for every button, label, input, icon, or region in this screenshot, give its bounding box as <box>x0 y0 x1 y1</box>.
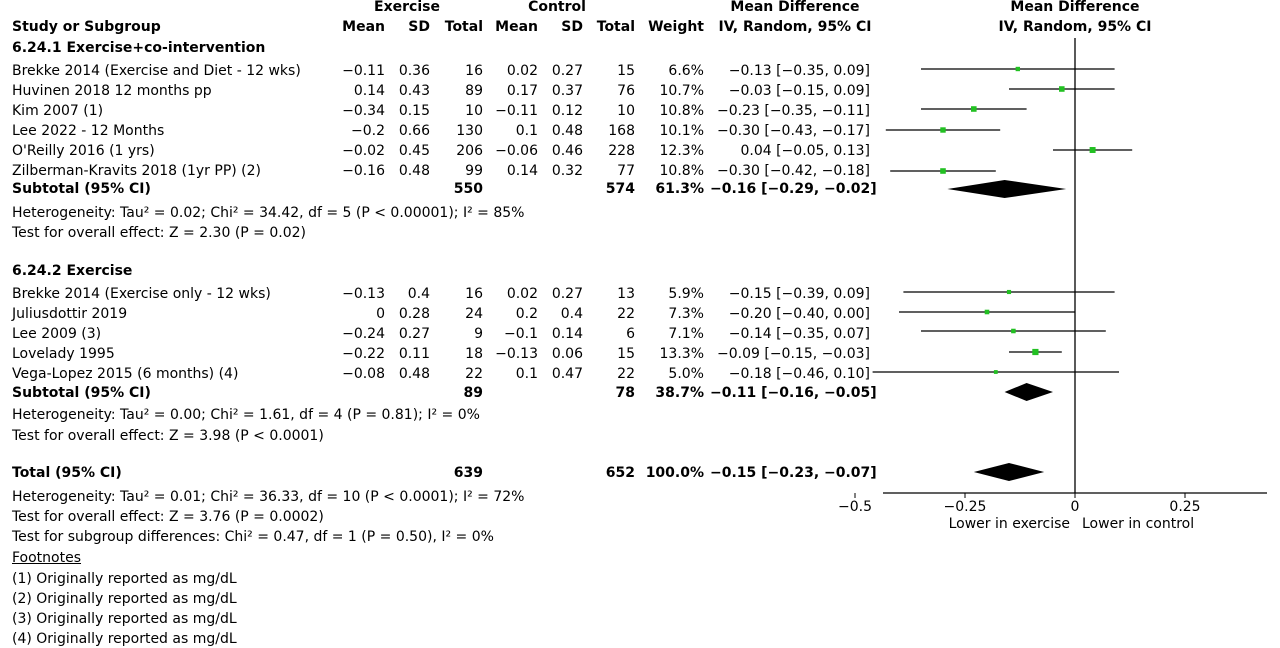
sd-exercise: 0.66 <box>398 123 430 139</box>
mean-control: 0.02 <box>506 286 538 302</box>
mean-control: 0.02 <box>506 63 538 79</box>
total-exercise: 16 <box>465 63 483 79</box>
mean-difference-ci: −0.30 [−0.43, −0.17] <box>717 123 870 139</box>
subtotal-ci: −0.16 [−0.29, −0.02] <box>710 181 877 197</box>
study-name: O'Reilly 2016 (1 yrs) <box>12 143 155 159</box>
col-sd-exercise: SD <box>408 19 430 35</box>
mean-difference-ci: −0.03 [−0.15, 0.09] <box>728 83 870 99</box>
effect-marker <box>985 310 990 315</box>
sd-control: 0.48 <box>551 123 583 139</box>
total-exercise: 89 <box>465 83 483 99</box>
x-tick-label: −0.25 <box>943 499 987 515</box>
sd-control: 0.06 <box>551 346 583 362</box>
total-control: 15 <box>617 63 635 79</box>
footnote: (3) Originally reported as mg/dL <box>12 611 237 627</box>
effect-marker <box>1011 329 1016 334</box>
group-header-control: Control <box>528 0 586 15</box>
subgroup-title: 6.24.1 Exercise+co-intervention <box>12 40 266 56</box>
axis-label-left: Lower in exercise <box>948 516 1070 532</box>
subtotal-weight: 38.7% <box>655 385 704 401</box>
subtotal-weight: 61.3% <box>655 181 704 197</box>
study-name: Lee 2009 (3) <box>12 326 102 342</box>
total-control: 10 <box>617 103 635 119</box>
mean-control: 0.1 <box>515 123 538 139</box>
sd-control: 0.12 <box>551 103 583 119</box>
mean-difference-ci: −0.30 [−0.42, −0.18] <box>717 163 870 179</box>
effect-marker <box>1032 349 1038 355</box>
weight: 6.6% <box>668 63 704 79</box>
footnote: (1) Originally reported as mg/dL <box>12 571 237 587</box>
sd-exercise: 0.48 <box>398 366 430 382</box>
sd-exercise: 0.27 <box>398 326 430 342</box>
mean-exercise: 0 <box>376 306 385 322</box>
total-control: 77 <box>617 163 635 179</box>
study-name: Kim 2007 (1) <box>12 103 104 119</box>
total-exercise: 22 <box>465 366 483 382</box>
effect-marker <box>940 168 946 174</box>
mean-exercise: −0.22 <box>342 346 385 362</box>
col-weight: Weight <box>648 19 704 35</box>
mean-difference-ci: −0.18 [−0.46, 0.10] <box>728 366 870 382</box>
total-control: 22 <box>617 306 635 322</box>
mean-exercise: −0.02 <box>342 143 385 159</box>
total-control: 6 <box>626 326 635 342</box>
footnote: (2) Originally reported as mg/dL <box>12 591 237 607</box>
mean-control: 0.1 <box>515 366 538 382</box>
mean-exercise: −0.34 <box>342 103 385 119</box>
mean-difference-ci: −0.23 [−0.35, −0.11] <box>717 103 870 119</box>
weight: 7.1% <box>668 326 704 342</box>
x-tick-label: −0.5 <box>838 499 872 515</box>
mean-control: −0.11 <box>495 103 538 119</box>
sd-exercise: 0.4 <box>407 286 430 302</box>
mean-exercise: −0.13 <box>342 286 385 302</box>
weight: 13.3% <box>659 346 704 362</box>
total-exercise: 18 <box>465 346 483 362</box>
subtotal-ci: −0.11 [−0.16, −0.05] <box>710 385 877 401</box>
pooled-diamond <box>1005 383 1053 401</box>
pooled-diamond <box>974 463 1044 481</box>
sd-control: 0.32 <box>551 163 583 179</box>
sd-control: 0.37 <box>551 83 583 99</box>
sd-control: 0.47 <box>551 366 583 382</box>
effect-marker <box>940 127 945 132</box>
mean-control: −0.13 <box>495 346 538 362</box>
total-control: 22 <box>617 366 635 382</box>
mean-control: 0.17 <box>506 83 538 99</box>
sd-exercise: 0.45 <box>398 143 430 159</box>
study-name: Lovelady 1995 <box>12 346 115 362</box>
weight: 10.8% <box>659 163 704 179</box>
mean-control: 0.2 <box>515 306 538 322</box>
mean-exercise: −0.16 <box>342 163 385 179</box>
col-mean-control: Mean <box>495 19 538 35</box>
x-tick-label: 0.25 <box>1169 499 1201 515</box>
effect-marker <box>1059 86 1065 92</box>
mean-control: −0.1 <box>504 326 538 342</box>
weight: 12.3% <box>659 143 704 159</box>
axis-label-right: Lower in control <box>1082 516 1195 532</box>
subtotal-control: 78 <box>615 385 635 401</box>
study-name: Huvinen 2018 12 months pp <box>12 83 212 99</box>
study-name: Brekke 2014 (Exercise and Diet - 12 wks) <box>12 63 301 79</box>
study-name: Zilberman-Kravits 2018 (1yr PP) (2) <box>12 163 262 179</box>
weight: 5.9% <box>668 286 704 302</box>
effect-marker <box>1016 67 1020 71</box>
total-weight: 100.0% <box>645 465 704 481</box>
heterogeneity-text: Heterogeneity: Tau² = 0.02; Chi² = 34.42, df = 5 (P < 0.00001); I² = 85% <box>12 205 525 221</box>
mean-difference-ci: −0.20 [−0.40, 0.00] <box>728 306 870 322</box>
total-exercise: 130 <box>456 123 483 139</box>
col-total-control: Total <box>596 19 635 35</box>
subtotal-control: 574 <box>605 181 635 197</box>
mean-exercise: −0.24 <box>342 326 385 342</box>
plot-method: IV, Random, 95% CI <box>998 19 1152 35</box>
total-heterogeneity-text: Heterogeneity: Tau² = 0.01; Chi² = 36.33, df = 10 (P < 0.0001); I² = 72% <box>12 489 525 505</box>
mean-exercise: −0.11 <box>342 63 385 79</box>
mean-control: 0.14 <box>506 163 538 179</box>
mean-difference-ci: −0.15 [−0.39, 0.09] <box>728 286 870 302</box>
col-mean-exercise: Mean <box>342 19 385 35</box>
mean-exercise: −0.2 <box>351 123 385 139</box>
total-control: 168 <box>608 123 635 139</box>
mean-difference-ci: −0.09 [−0.15, −0.03] <box>717 346 870 362</box>
sd-exercise: 0.15 <box>398 103 430 119</box>
weight: 7.3% <box>668 306 704 322</box>
sd-exercise: 0.36 <box>398 63 430 79</box>
subtotal-label: Subtotal (95% CI) <box>12 385 151 401</box>
effect-marker <box>1090 147 1096 153</box>
sd-control: 0.14 <box>551 326 583 342</box>
mean-difference-ci: −0.14 [−0.35, 0.07] <box>728 326 870 342</box>
footnotes-title: Footnotes <box>12 550 82 566</box>
col-study: Study or Subgroup <box>12 19 161 35</box>
study-name: Juliusdottir 2019 <box>12 306 128 322</box>
weight: 10.1% <box>659 123 704 139</box>
total-label: Total (95% CI) <box>12 465 122 481</box>
sd-control: 0.27 <box>551 286 583 302</box>
total-overall-effect-text: Test for overall effect: Z = 3.76 (P = 0.0002) <box>12 509 324 525</box>
total-control: 15 <box>617 346 635 362</box>
md-column-title: Mean Difference <box>730 0 860 15</box>
total-control: 652 <box>605 465 635 481</box>
weight: 10.8% <box>659 103 704 119</box>
sd-control: 0.46 <box>551 143 583 159</box>
total-exercise: 99 <box>465 163 483 179</box>
pooled-diamond <box>947 180 1066 198</box>
overall-effect-text: Test for overall effect: Z = 3.98 (P < 0.0001) <box>12 428 324 444</box>
mean-difference-ci: −0.13 [−0.35, 0.09] <box>728 63 870 79</box>
total-exercise: 206 <box>456 143 483 159</box>
total-exercise: 16 <box>465 286 483 302</box>
sd-control: 0.4 <box>560 306 583 322</box>
subtotal-exercise: 550 <box>453 181 483 197</box>
weight: 10.7% <box>659 83 704 99</box>
subtotal-exercise: 89 <box>463 385 483 401</box>
total-exercise: 639 <box>453 465 483 481</box>
mean-exercise: 0.14 <box>353 83 385 99</box>
col-sd-control: SD <box>561 19 583 35</box>
total-control: 13 <box>617 286 635 302</box>
sd-exercise: 0.28 <box>398 306 430 322</box>
sd-exercise: 0.11 <box>398 346 430 362</box>
footnote: (4) Originally reported as mg/dL <box>12 631 237 647</box>
total-exercise: 24 <box>465 306 483 322</box>
md-column-method: IV, Random, 95% CI <box>718 19 872 35</box>
subgroup-title: 6.24.2 Exercise <box>12 263 133 279</box>
subtotal-label: Subtotal (95% CI) <box>12 181 151 197</box>
sd-exercise: 0.48 <box>398 163 430 179</box>
study-name: Lee 2022 - 12 Months <box>12 123 165 139</box>
study-name: Vega-Lopez 2015 (6 months) (4) <box>12 366 239 382</box>
sd-control: 0.27 <box>551 63 583 79</box>
study-name: Brekke 2014 (Exercise only - 12 wks) <box>12 286 271 302</box>
heterogeneity-text: Heterogeneity: Tau² = 0.00; Chi² = 1.61, df = 4 (P = 0.81); I² = 0% <box>12 407 480 423</box>
mean-exercise: −0.08 <box>342 366 385 382</box>
total-control: 228 <box>608 143 635 159</box>
sd-exercise: 0.43 <box>398 83 430 99</box>
plot-title: Mean Difference <box>1010 0 1140 15</box>
mean-difference-ci: 0.04 [−0.05, 0.13] <box>740 143 870 159</box>
effect-marker <box>971 106 977 112</box>
mean-control: −0.06 <box>495 143 538 159</box>
subgroup-differences-text: Test for subgroup differences: Chi² = 0.47, df = 1 (P = 0.50), I² = 0% <box>12 529 494 545</box>
overall-effect-text: Test for overall effect: Z = 2.30 (P = 0.02) <box>12 225 306 241</box>
total-ci: −0.15 [−0.23, −0.07] <box>710 465 877 481</box>
col-total-exercise: Total <box>444 19 483 35</box>
x-tick-label: 0 <box>1070 499 1080 515</box>
group-header-exercise: Exercise <box>374 0 440 15</box>
effect-marker <box>994 370 998 374</box>
effect-marker <box>1007 290 1011 294</box>
total-exercise: 9 <box>474 326 483 342</box>
total-exercise: 10 <box>465 103 483 119</box>
weight: 5.0% <box>668 366 704 382</box>
total-control: 76 <box>617 83 635 99</box>
